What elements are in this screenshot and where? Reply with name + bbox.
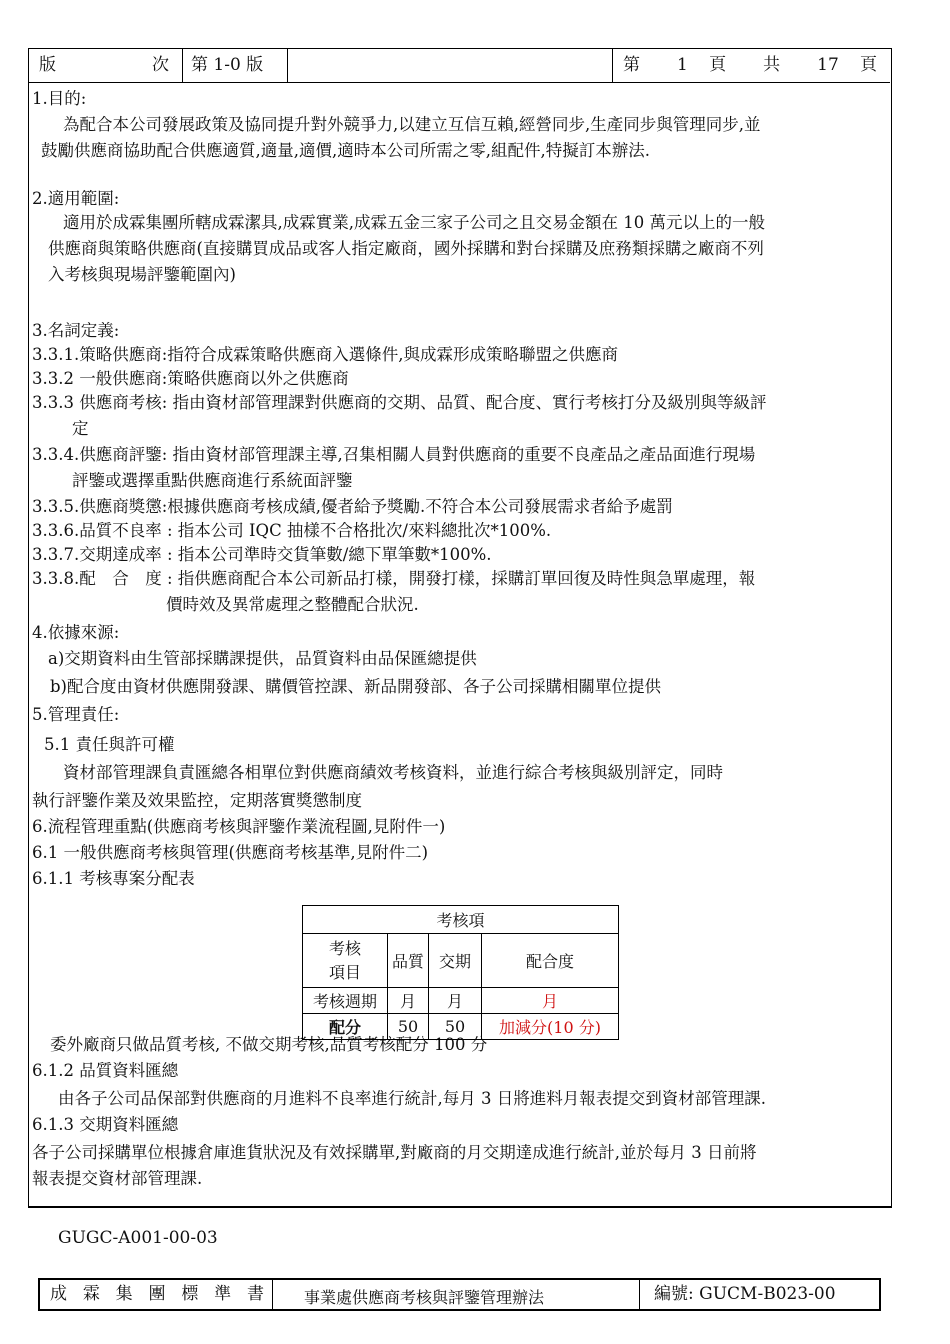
divider <box>612 49 613 82</box>
definition-line: 3.3.3 供應商考核: 指由資材部管理課對供應商的交期、品質、配合度、實行考核打分及級別與等級評 <box>32 393 767 412</box>
page-count-text: 第 1 頁 共 17 頁 <box>623 55 877 75</box>
paragraph-line: 報表提交資材部管理課. <box>32 1169 203 1188</box>
divider <box>272 1280 273 1309</box>
paragraph-line: 各子公司採購單位根據倉庫進貨狀況及有效採購單,對廠商的月交期達成進行統計,並於每月 3 日前將 <box>32 1143 757 1162</box>
paragraph-line: 執行評鑒作業及效果監控，定期落實獎懲制度 <box>32 791 362 810</box>
heading-purpose: 1.目的: <box>32 89 87 108</box>
heading-scope: 2.適用範圍: <box>32 189 120 208</box>
definition-line: 定 <box>72 419 89 438</box>
subheading: 6.1.1 考核專案分配表 <box>32 869 195 888</box>
page-footer <box>38 1278 881 1311</box>
document-page <box>28 48 892 1208</box>
paragraph-line: 委外廠商只做品質考核, 不做交期考核,品質考核配分 100 分 <box>50 1035 488 1054</box>
paragraph-line: b)配合度由資材供應開發課、購價管控課、新品開發部、各子公司採購相關單位提供 <box>50 677 661 696</box>
footer-left-text: 成 霖 集 團 標 準 書 <box>50 1284 264 1304</box>
table-cell: 加減分(10 分) <box>482 1014 619 1040</box>
footer-title: 事業處供應商考核與評鑒管理辦法 <box>304 1288 545 1307</box>
paragraph-line: 資材部管理課負責匯總各相單位對供應商績效考核資料，並進行綜合考核與級別評定，同時 <box>63 763 723 782</box>
table-header-cell: 配合度 <box>482 934 619 988</box>
definition-line: 3.3.1.策略供應商:指符合成霖策略供應商入選條件,與成霖形成策略聯盟之供應商 <box>32 345 619 364</box>
divider <box>639 1280 640 1309</box>
definition-line: 3.3.4.供應商評鑒: 指由資材部管理課主導,召集相關人員對供應商的重要不良產品之產品面進行現場 <box>32 445 756 464</box>
table-cell: 月 <box>388 988 429 1014</box>
heading-process: 6.流程管理重點(供應商考核與評鑒作業流程圖,見附件一) <box>32 817 446 836</box>
heading-sources: 4.依據來源: <box>32 623 120 642</box>
table-cell: 50 <box>388 1014 429 1040</box>
definition-line: 評鑒或選擇重點供應商進行系統面評鑒 <box>72 471 353 490</box>
table-row-label <box>303 934 388 988</box>
paragraph-line: a)交期資料由生管部採購課提供，品質資料由品保匯總提供 <box>48 649 477 668</box>
paragraph-line: 入考核與現場評鑒範圍內) <box>48 265 236 284</box>
assessment-table <box>302 905 619 1040</box>
table-header-cell: 品質 <box>388 934 429 988</box>
subheading: 6.1 一般供應商考核與管理(供應商考核基準,見附件二) <box>32 843 429 862</box>
paragraph-line: 為配合本公司發展政策及協同提升對外競爭力,以建立互信互賴,經營同步,生產同步與管理同步,並 <box>63 115 761 134</box>
subheading: 6.1.3 交期資料匯總 <box>32 1115 179 1134</box>
table-title: 考核項 <box>303 906 619 934</box>
heading-responsibility: 5.管理責任: <box>32 705 120 724</box>
paragraph-line: 由各子公司品保部對供應商的月進料不良率進行統計,每月 3 日將進料月報表提交到資材部管理課. <box>58 1089 766 1108</box>
heading-definitions: 3.名詞定義: <box>32 321 120 340</box>
divider <box>287 49 288 82</box>
page-count <box>623 49 877 82</box>
page-header <box>29 49 890 83</box>
table-cell: 月 <box>482 988 619 1014</box>
footer-left <box>50 1280 264 1309</box>
row-label-text: 考核項目 <box>328 938 361 982</box>
version-label <box>39 49 169 82</box>
table-cell: 月 <box>429 988 482 1014</box>
definition-line: 3.3.8.配 合 度 : 指供應商配合本公司新品打樣，開發打樣，採購訂單回復及時性與急單處理，報 <box>32 569 756 588</box>
divider <box>182 49 183 82</box>
table-header-cell: 交期 <box>429 934 482 988</box>
document-code: GUGC-A001-00-03 <box>58 1228 218 1248</box>
definition-line: 3.3.6.品質不良率 : 指本公司 IQC 抽樣不合格批次/來料總批次*100%. <box>32 521 552 540</box>
paragraph-line: 供應商與策略供應商(直接購買成品或客人指定廠商，國外採購和對台採購及庶務類採購之廠商不列 <box>48 239 764 258</box>
footer-number: 編號: GUCM-B023-00 <box>654 1284 836 1304</box>
table-row-label: 配分 <box>303 1014 388 1040</box>
definition-line: 3.3.7.交期達成率 : 指本公司準時交貨筆數/總下單筆數*100%. <box>32 545 492 564</box>
definition-line: 價時效及異常處理之整體配合狀況. <box>166 595 419 614</box>
subheading: 5.1 責任與許可權 <box>44 735 175 754</box>
paragraph-line: 鼓勵供應商協助配合供應適質,適量,適價,適時本公司所需之零,組配件,特擬訂本辦法. <box>41 141 650 160</box>
definition-line: 3.3.2 一般供應商:策略供應商以外之供應商 <box>32 369 349 388</box>
version-label-text: 版 次 <box>39 55 169 75</box>
table-row-label: 考核週期 <box>303 988 388 1014</box>
table-cell: 50 <box>429 1014 482 1040</box>
version-value: 第 1-0 版 <box>191 55 264 75</box>
paragraph-line: 適用於成霖集團所轄成霖潔具,成霖實業,成霖五金三家子公司之且交易金額在 10 萬元以上的一般 <box>63 213 765 232</box>
definition-line: 3.3.5.供應商獎懲:根據供應商考核成績,優者給予獎勵.不符合本公司發展需求者給予處罰 <box>32 497 673 516</box>
subheading: 6.1.2 品質資料匯總 <box>32 1061 179 1080</box>
